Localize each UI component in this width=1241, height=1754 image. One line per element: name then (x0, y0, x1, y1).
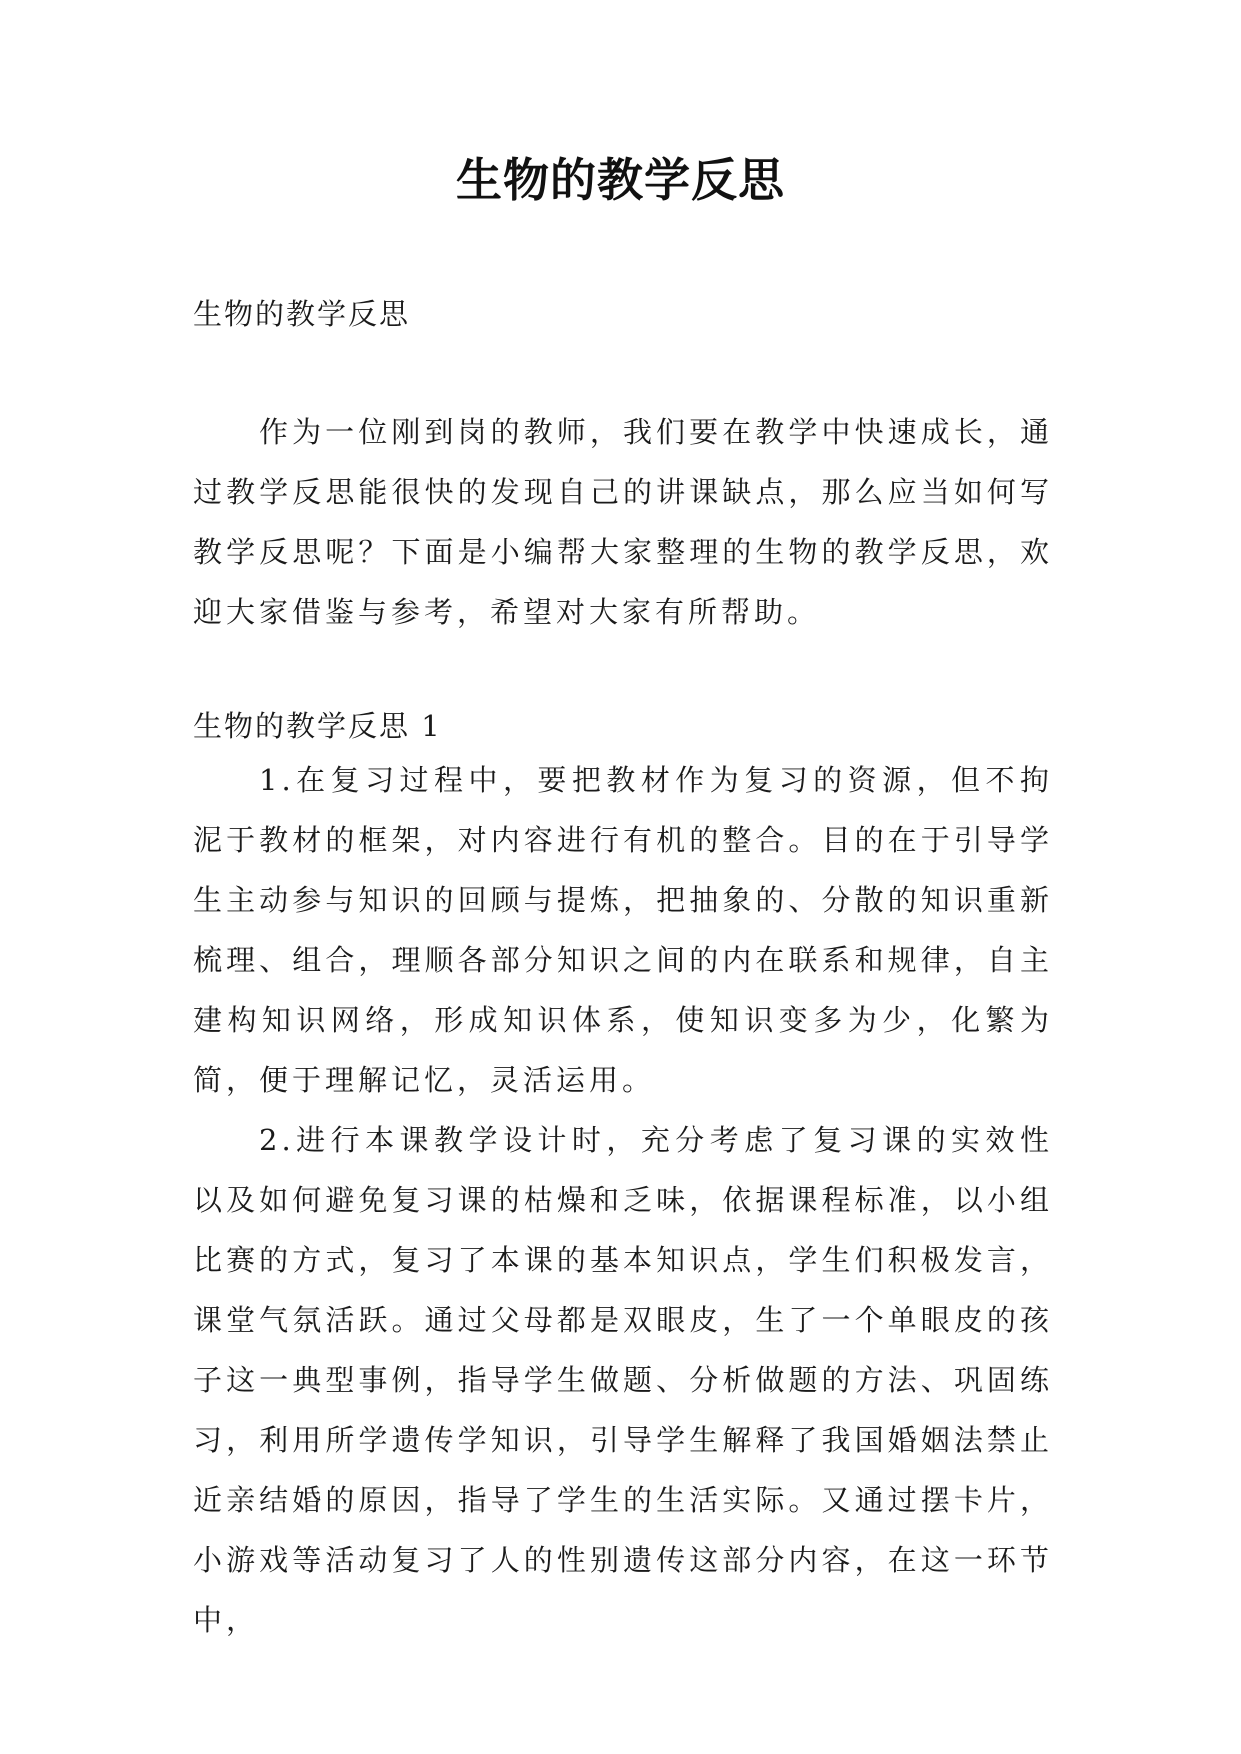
section-body (193, 750, 1053, 1650)
paragraph-1: 1.在复习过程中，要把教材作为复习的资源，但不拘泥于教材的框架，对内容进行有机的整合。目的在于引导学生主动参与知识的回顾与提炼，把抽象的、分散的知识重新梳理、组合，理顺各部分知识之间的内在联系和规律，自主建构知识网络，形成知识体系，使知识变多为少，化繁为简，便于理解记忆，灵活运用。 (193, 763, 1053, 1097)
section-heading: 生物的教学反思 1 (193, 709, 442, 743)
paragraph-2: 2.进行本课教学设计时，充分考虑了复习课的实效性以及如何避免复习课的枯燥和乏味，依据课程标准，以小组比赛的方式，复习了本课的基本知识点，学生们积极发言，课堂气氛活跃。通过父母都是双眼皮，生了一个单眼皮的孩子这一典型事例，指导学生做题、分析做题的方法、巩固练习，利用所学遗传学知识，引导学生解释了我国婚姻法禁止近亲结婚的原因，指导了学生的生活实际。又通过摆卡片，小游戏等活动复习了人的性别遗传这部分内容，在这一环节中， (193, 1123, 1053, 1637)
document-title: 生物的教学反思 (456, 153, 785, 207)
intro-paragraph: 作为一位刚到岗的教师，我们要在教学中快速成长，通过教学反思能很快的发现自己的讲课缺点，那么应当如何写教学反思呢？下面是小编帮大家整理的生物的教学反思，欢迎大家借鉴与参考，希望对大家有所帮助。 (193, 415, 1053, 629)
intro-block (193, 402, 1053, 642)
document-subtitle: 生物的教学反思 (193, 297, 411, 331)
